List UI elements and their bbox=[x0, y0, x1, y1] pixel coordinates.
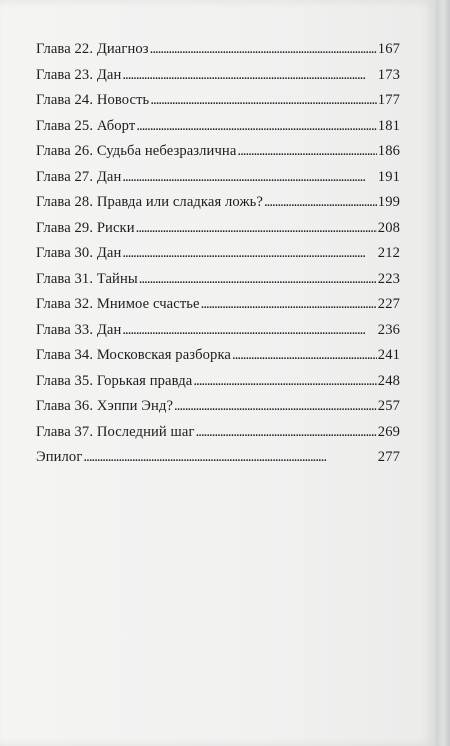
toc-entry bbox=[36, 169, 400, 195]
toc-entry-title: Глава 23. Дан bbox=[36, 66, 122, 83]
toc-leader-dots bbox=[174, 398, 377, 415]
toc-leader-dots bbox=[150, 92, 376, 109]
toc-entry-page: 177 bbox=[377, 92, 400, 108]
toc-entry-page: 277 bbox=[377, 449, 400, 465]
toc-entry-title: Глава 26. Судьба небезразлична bbox=[36, 143, 237, 159]
toc-entry-title: Глава 27. Дан bbox=[36, 168, 122, 185]
toc-entry-page: 212 bbox=[377, 245, 400, 261]
toc-entry bbox=[36, 41, 400, 67]
toc-entry-page: 208 bbox=[377, 219, 400, 236]
toc-entry bbox=[36, 245, 400, 271]
toc-entry bbox=[36, 271, 400, 297]
toc-entry-page: 181 bbox=[377, 117, 400, 134]
toc-entry bbox=[36, 398, 400, 424]
toc-entry-title: Глава 32. Мнимое счастье bbox=[36, 296, 200, 312]
toc-leader-dots bbox=[122, 169, 376, 186]
toc-entry bbox=[36, 373, 400, 399]
toc-entry-title: Глава 28. Правда или сладкая ложь? bbox=[36, 194, 263, 210]
toc-entry-page: 269 bbox=[377, 423, 400, 440]
toc-entry bbox=[36, 118, 400, 144]
toc-entry-title: Глава 24. Новость bbox=[36, 92, 150, 108]
toc-leader-dots bbox=[122, 322, 376, 339]
toc-entry-page: 191 bbox=[377, 168, 400, 185]
toc-entry bbox=[36, 220, 400, 246]
toc-entry-title: Глава 31. Тайны bbox=[36, 270, 138, 287]
toc-leader-dots bbox=[201, 296, 377, 313]
toc-leader-dots bbox=[139, 271, 377, 288]
toc-leader-dots bbox=[136, 118, 376, 135]
table-of-contents bbox=[36, 41, 400, 475]
toc-leader-dots bbox=[196, 424, 377, 441]
toc-leader-dots bbox=[122, 67, 376, 84]
toc-entry-title: Глава 29. Риски bbox=[36, 219, 135, 236]
toc-entry-page: 236 bbox=[377, 321, 400, 338]
toc-entry bbox=[36, 194, 400, 220]
toc-leader-dots bbox=[237, 143, 376, 160]
toc-entry-title: Эпилог bbox=[36, 449, 83, 465]
toc-entry-title: Глава 33. Дан bbox=[36, 321, 122, 338]
toc-entry-page: 186 bbox=[377, 143, 400, 159]
toc-entry bbox=[36, 322, 400, 348]
toc-entry-title: Глава 30. Дан bbox=[36, 245, 122, 261]
toc-entry bbox=[36, 296, 400, 322]
toc-entry bbox=[36, 92, 400, 118]
toc-entry-page: 199 bbox=[377, 194, 400, 210]
toc-leader-dots bbox=[193, 373, 376, 390]
toc-entry-title: Глава 35. Горькая правда bbox=[36, 372, 193, 389]
toc-leader-dots bbox=[150, 41, 377, 58]
toc-entry bbox=[36, 424, 400, 450]
toc-entry-title: Глава 37. Последний шаг bbox=[36, 423, 195, 440]
toc-entry-page: 241 bbox=[377, 347, 400, 363]
toc-entry-page: 167 bbox=[377, 41, 400, 57]
toc-entry bbox=[36, 449, 400, 475]
toc-entry bbox=[36, 67, 400, 93]
book-page-edge bbox=[436, 0, 450, 746]
toc-entry bbox=[36, 143, 400, 169]
toc-entry-title: Глава 34. Московская разборка bbox=[36, 347, 232, 363]
toc-entry-title: Глава 36. Хэппи Энд? bbox=[36, 398, 174, 414]
toc-entry-page: 173 bbox=[377, 66, 400, 83]
toc-entry-title: Глава 25. Аборт bbox=[36, 117, 136, 134]
toc-entry-page: 257 bbox=[377, 398, 400, 414]
toc-leader-dots bbox=[232, 347, 377, 364]
toc-entry-page: 223 bbox=[377, 270, 400, 287]
toc-leader-dots bbox=[83, 449, 376, 466]
toc-leader-dots bbox=[122, 245, 376, 262]
toc-entry bbox=[36, 347, 400, 373]
toc-entry-page: 248 bbox=[377, 372, 400, 389]
toc-leader-dots bbox=[264, 194, 377, 211]
toc-entry-page: 227 bbox=[377, 296, 400, 312]
toc-entry-title: Глава 22. Диагноз bbox=[36, 41, 149, 57]
toc-leader-dots bbox=[136, 220, 377, 237]
